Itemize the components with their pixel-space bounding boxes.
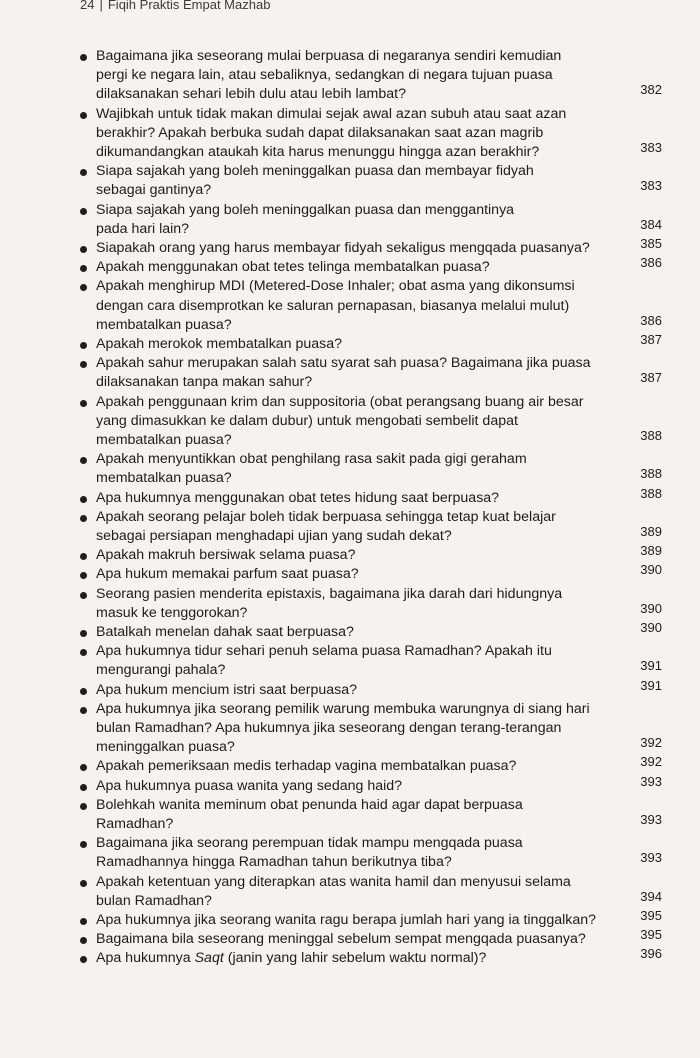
toc-entry-line: dengan cara disemprotkan ke saluran pernapasan, biasanya melalui mulut) — [96, 297, 570, 314]
toc-entry-page-number: 391 — [640, 677, 662, 693]
toc-entry-line: sebagai gantinya? — [96, 182, 212, 199]
bullet-icon — [80, 630, 87, 637]
bullet-icon — [80, 649, 87, 656]
toc-entry-line: Apa hukumnya puasa wanita yang sedang haid? — [96, 777, 403, 794]
bullet-icon — [80, 707, 87, 714]
toc-entry-line: Siapa sajakah yang boleh meninggalkan puasa dan membayar fidyah — [96, 163, 534, 180]
toc-entry-line: dilaksanakan tanpa makan sahur? — [96, 374, 313, 391]
toc-entry-line: Apa hukumnya tidur sehari penuh selama puasa Ramadhan? Apakah itu — [96, 643, 552, 660]
toc-entry-line: Bolehkah wanita meminum obat penunda haid agar dapat berpuasa — [96, 796, 523, 813]
toc-entry-line: Apakah ketentuan yang diterapkan atas wanita hamil dan menyusui selama — [96, 873, 571, 890]
toc-entry-page-number: 390 — [640, 600, 662, 616]
toc-entry-line: bulan Ramadhan? Apa hukumnya jika seseorang dengan terang-terangan — [96, 719, 562, 736]
toc-entry-line: bulan Ramadhan? — [96, 892, 212, 909]
toc-entry-line: dikumandangkan ataukah kita harus menunggu hingga azan berakhir? — [96, 143, 540, 160]
toc-entry-line: berakhir? Apakah berbuka sudah dapat dilaksanakan saat azan magrib — [96, 124, 544, 141]
toc-entry-line: sebagai persiapan menghadapi ujian yang sudah dekat? — [96, 527, 452, 544]
bullet-icon — [80, 956, 87, 963]
toc-entry-line: pada hari lain? — [96, 220, 190, 237]
toc-entry-line: membatalkan puasa? — [96, 470, 232, 487]
toc-entry-line: Bagaimana jika seorang perempuan tidak mampu mengqada puasa — [96, 835, 523, 852]
toc-entry-text: (janin yang lahir sebelum waktu normal)? — [223, 950, 487, 967]
bullet-icon — [80, 361, 87, 368]
toc-entry-line: Siapa sajakah yang boleh meninggalkan puasa dan menggantinya — [96, 201, 515, 218]
toc-entry-line: Apakah makruh bersiwak selama puasa? — [96, 547, 356, 564]
toc-entry-page-number: 388 — [640, 427, 662, 443]
toc-entry-line: Ramadhannya hingga Ramadhan tahun berikutnya tiba? — [96, 854, 452, 871]
bullet-icon — [80, 784, 87, 791]
bullet-icon — [80, 208, 87, 215]
bullet-icon — [80, 880, 87, 887]
toc-entry-page-number: 383 — [640, 139, 662, 155]
toc-entry-page-number: 394 — [640, 888, 662, 904]
toc-entry-page-number: 387 — [640, 370, 662, 386]
bullet-icon — [80, 457, 87, 464]
toc-entry-page-number: 390 — [640, 620, 662, 635]
bullet-icon — [80, 265, 87, 272]
toc-entry-line: Apakah menggunakan obat tetes telinga membatalkan puasa? — [96, 259, 490, 276]
toc-entry-page-number: 392 — [640, 735, 662, 751]
toc-entry-page-number: 382 — [640, 82, 662, 98]
toc-entry-page-number: 385 — [640, 236, 662, 251]
toc-entry-line: Apa hukumnya jika seorang wanita ragu berapa jumlah hari yang ia tinggalkan? — [96, 912, 597, 928]
bullet-icon — [80, 553, 87, 560]
bullet-icon — [80, 496, 87, 503]
toc-entry-line: Apakah penggunaan krim dan suppositoria (obat perangsang buang air besar — [96, 393, 584, 410]
toc-entry-line: pergi ke negara lain, atau sebaliknya, sedangkan di negara tujuan puasa — [96, 67, 553, 84]
toc-entry-line: Bagaimana bila seseorang meninggal sebelum sempat mengqada puasanya? — [96, 931, 586, 948]
toc-entry-page-number: 395 — [640, 927, 662, 943]
bullet-icon — [80, 284, 87, 291]
toc-entry-page-number: 388 — [640, 466, 662, 482]
bullet-icon — [80, 918, 87, 925]
toc-entry-line: mengurangi pahala? — [96, 662, 226, 679]
bullet-icon — [80, 592, 87, 599]
toc-entry-line: Apakah seorang pelajar boleh tidak berpuasa sehingga tetap kuat belajar — [96, 508, 556, 525]
bullet-icon — [80, 688, 87, 695]
toc-entry-page-number: 395 — [640, 908, 662, 923]
toc-entry-line: Apakah menyuntikkan obat penghilang rasa sakit pada gigi geraham — [96, 451, 527, 468]
header-book-title: Fiqih Praktis Empat Mazhab — [107, 0, 271, 12]
toc-entry-page-number: 393 — [640, 773, 662, 789]
toc-entry-line: Apakah menghirup MDI (Metered-Dose Inhaler; obat asma yang dikonsumsi — [96, 278, 575, 295]
toc-entry-page-number: 396 — [640, 946, 662, 962]
toc-entry-line: membatalkan puasa? — [96, 316, 232, 333]
bullet-icon — [80, 246, 87, 253]
toc-entry-page-number: 393 — [640, 850, 662, 866]
toc-entry-line: Wajibkah untuk tidak makan dimulai sejak awal azan subuh atau saat azan — [96, 105, 567, 122]
toc-entry-line: Ramadhan? — [96, 815, 174, 832]
header-separator: | — [99, 0, 103, 12]
bullet-icon — [80, 515, 87, 522]
bullet-icon — [80, 400, 87, 407]
toc-entry-term: Saqt — [194, 950, 224, 967]
bullet-icon — [80, 54, 87, 61]
bullet-icon — [80, 572, 87, 579]
toc-entry-line: Apa hukum mencium istri saat berpuasa? — [96, 681, 358, 698]
toc-entry-line: Siapakah orang yang harus membayar fidyah sekaligus mengqada puasanya? — [96, 240, 590, 256]
toc-entry-page-number: 389 — [640, 543, 662, 559]
toc-entry-page-number: 393 — [640, 811, 662, 827]
toc-entry-line: Bagaimana jika seseorang mulai berpuasa di negaranya sendiri kemudian — [96, 48, 562, 64]
toc-entry-page-number: 388 — [640, 485, 662, 501]
toc-entry-text: Apa hukumnya — [96, 950, 195, 967]
toc-entry-line: dilaksanakan sehari lebih dulu atau lebih lambat? — [96, 86, 406, 103]
bullet-icon — [80, 764, 87, 771]
toc-entry-line: Seorang pasien menderita epistaxis, bagaimana jika darah dari hidungnya — [96, 585, 563, 602]
toc-entry-page-number: 390 — [640, 562, 662, 578]
toc-entry-line: membatalkan puasa? — [96, 431, 232, 448]
toc-entry-page-number: 389 — [640, 523, 662, 539]
bullet-icon — [80, 803, 87, 810]
toc-entry-line: Apa hukumnya menggunakan obat tetes hidung saat berpuasa? — [96, 489, 500, 506]
toc-entry-page-number: 386 — [640, 312, 662, 328]
toc-entry-line: Apa hukum memakai parfum saat puasa? — [96, 566, 359, 583]
bullet-icon — [80, 841, 87, 848]
toc-entry-page-number: 392 — [640, 754, 662, 770]
header-page-number: 24 — [80, 0, 95, 12]
toc-entry-line: masuk ke tenggorokan? — [96, 604, 248, 621]
toc-entry-page-number: 386 — [640, 255, 662, 271]
toc-entry-line: Batalkah menelan dahak saat berpuasa? — [96, 624, 354, 640]
toc-entry-line: meninggalkan puasa? — [96, 739, 235, 756]
toc-entry-line — [96, 950, 486, 966]
toc-entry-line: Apakah pemeriksaan medis terhadap vagina membatalkan puasa? — [96, 758, 517, 775]
bullet-icon — [80, 112, 87, 119]
toc-entry-line: Apa hukumnya jika seorang pemilik warung membuka warungnya di siang hari — [96, 700, 590, 717]
toc-entry-page-number: 387 — [640, 332, 662, 347]
toc-entry-page-number: 384 — [640, 216, 662, 232]
toc-entry-page-number: 383 — [640, 178, 662, 194]
bullet-icon — [80, 937, 87, 944]
toc-entry-line: Apakah sahur merupakan salah satu syarat sah puasa? Bagaimana jika puasa — [96, 355, 591, 372]
bullet-icon — [80, 342, 87, 349]
toc-entry-line: yang dimasukkan ke dalam dubur) untuk mengobati sembelit dapat — [96, 412, 518, 429]
bullet-icon — [80, 169, 87, 176]
toc-entry-line: Apakah merokok membatalkan puasa? — [96, 336, 343, 352]
toc-entry-page-number: 391 — [640, 658, 662, 674]
